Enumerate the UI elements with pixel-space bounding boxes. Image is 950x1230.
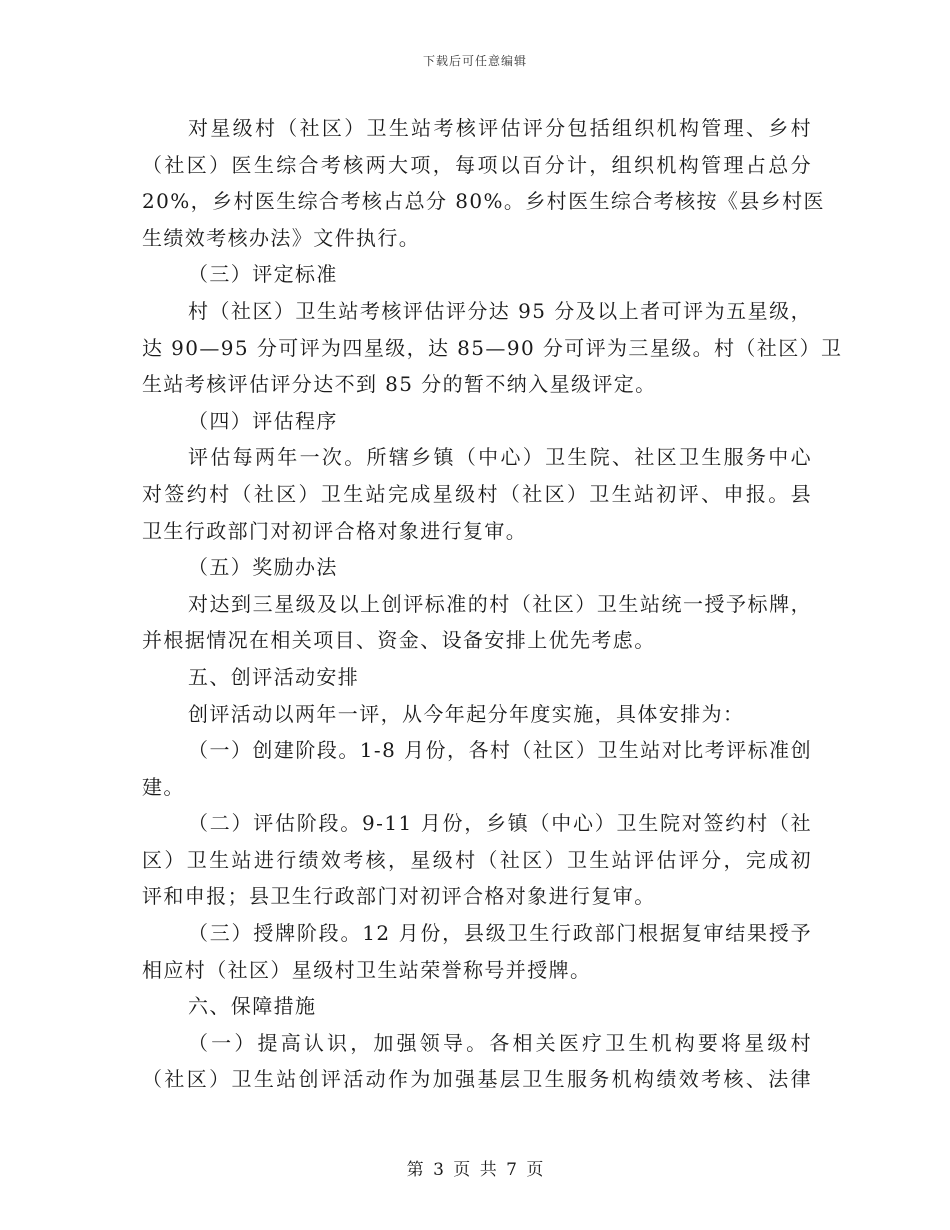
section-heading: （三）评定标准	[188, 262, 338, 287]
paragraph-line: 对达到三星级及以上创评标准的村（社区）卫生站统一授予标牌，	[188, 591, 812, 616]
paragraph-line: 相应村（社区）星级村卫生站荣誉称号并授牌。	[142, 957, 592, 982]
paragraph-line: 评和申报；县卫生行政部门对初评合格对象进行复审。	[142, 884, 656, 909]
paragraph-line: 卫生行政部门对初评合格对象进行复审。	[142, 518, 528, 543]
paragraph-line: 创评活动以两年一评，从今年起分年度实施，具体安排为：	[188, 701, 745, 726]
page-header: 下载后可任意编辑	[422, 54, 527, 68]
paragraph-line: 建。	[142, 774, 185, 799]
paragraph-line: （二）评估阶段。9-11 月份，乡镇（中心）卫生院对签约村（社	[188, 811, 812, 836]
paragraph-line: （一）创建阶段。1-8 月份，各村（社区）卫生站对比考评标准创	[188, 738, 812, 763]
paragraph-line: 区）卫生站进行绩效考核，星级村（社区）卫生站评估评分，完成初	[142, 847, 812, 872]
paragraph-line: 对星级村（社区）卫生站考核评估评分包括组织机构管理、乡村	[188, 116, 812, 140]
paragraph-line: （社区）医生综合考核两大项，每项以百分计，组织机构管理占总分	[142, 152, 812, 177]
paragraph-line: 村（社区）卫生站考核评估评分达 95 分及以上者可评为五星级，	[188, 298, 812, 323]
section-heading: 六、保障措施	[188, 994, 317, 1019]
section-heading: （五）奖励办法	[188, 555, 338, 580]
paragraph-line: 对签约村（社区）卫生站完成星级村（社区）卫生站初评、申报。县	[142, 481, 812, 506]
paragraph-line: （三）授牌阶段。12 月份，县级卫生行政部门根据复审结果授予	[188, 921, 812, 946]
paragraph-line: （社区）卫生站创评活动作为加强基层卫生服务机构绩效考核、法律	[142, 1067, 812, 1092]
paragraph-line: 20%，乡村医生综合考核占总分 80%。乡村医生综合考核按《县乡村医	[142, 189, 825, 214]
section-heading: （四）评估程序	[188, 408, 338, 433]
paragraph-line: 并根据情况在相关项目、资金、设备安排上优先考虑。	[142, 628, 656, 653]
paragraph-line: （一）提高认识，加强领导。各相关医疗卫生机构要将星级村	[188, 1030, 812, 1055]
paragraph-line: 生站考核评估评分达不到 85 分的暂不纳入星级评定。	[142, 372, 657, 397]
page-number: 第 3 页 共 7 页	[406, 1160, 544, 1180]
paragraph-line: 达 90—95 分可评为四星级，达 85—90 分可评为三星级。村（社区）卫	[142, 335, 843, 360]
paragraph-line: 评估每两年一次。所辖乡镇（中心）卫生院、社区卫生服务中心	[188, 445, 812, 470]
document-body	[142, 110, 843, 1098]
paragraph-line: 生绩效考核办法》文件执行。	[142, 225, 421, 250]
section-heading: 五、创评活动安排	[188, 664, 360, 689]
